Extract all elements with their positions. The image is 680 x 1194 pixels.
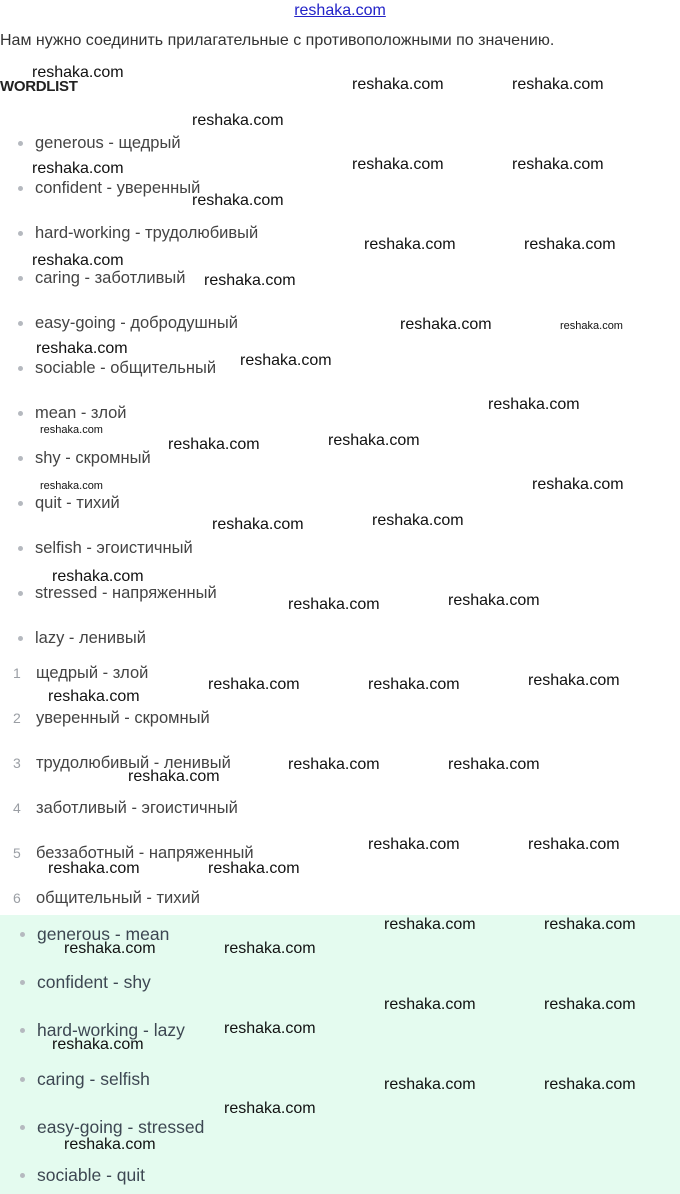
pair-number: 4 xyxy=(13,800,21,816)
watermark: reshaka.com xyxy=(560,320,623,332)
watermark: reshaka.com xyxy=(448,592,540,609)
watermark: reshaka.com xyxy=(512,76,604,93)
watermark: reshaka.com xyxy=(32,252,124,269)
bullet-icon xyxy=(18,411,23,416)
pair-number: 5 xyxy=(13,845,21,861)
list-item xyxy=(0,176,200,200)
list-item xyxy=(0,446,151,470)
intro-text: Нам нужно соединить прилагательные с противоположными по значению. xyxy=(0,32,555,49)
pair-item xyxy=(0,796,238,820)
watermark: reshaka.com xyxy=(52,568,144,585)
bullet-icon xyxy=(18,636,23,641)
watermark: reshaka.com xyxy=(372,512,464,529)
watermark: reshaka.com xyxy=(208,860,300,877)
watermark: reshaka.com xyxy=(384,1076,476,1093)
list-item-text: stressed - напряженный xyxy=(35,583,217,602)
list-item xyxy=(0,311,238,335)
watermark: reshaka.com xyxy=(528,836,620,853)
answer-text: confident - shy xyxy=(37,971,151,992)
watermark: reshaka.com xyxy=(224,940,316,957)
list-item xyxy=(0,626,146,650)
bullet-icon xyxy=(18,186,23,191)
watermark: reshaka.com xyxy=(208,676,300,693)
watermark: reshaka.com xyxy=(448,756,540,773)
bullet-icon xyxy=(18,276,23,281)
bullet-icon xyxy=(18,501,23,506)
watermark: reshaka.com xyxy=(288,756,380,773)
watermark: reshaka.com xyxy=(368,836,460,853)
list-item-text: generous - щедрый xyxy=(35,133,181,152)
bullet-icon xyxy=(18,231,23,236)
watermark: reshaka.com xyxy=(64,940,156,957)
bullet-icon xyxy=(18,366,23,371)
bullet-icon xyxy=(18,321,23,326)
bullet-icon xyxy=(20,932,25,937)
watermark: reshaka.com xyxy=(288,596,380,613)
watermark: reshaka.com xyxy=(40,480,103,492)
watermark: reshaka.com xyxy=(352,156,444,173)
list-item-text: confident - уверенный xyxy=(35,178,201,197)
pair-text: щедрый - злой xyxy=(36,663,149,682)
list-item-text: lazy - ленивый xyxy=(35,628,146,647)
watermark: reshaka.com xyxy=(64,1136,156,1153)
pair-number: 2 xyxy=(13,710,21,726)
watermark: reshaka.com xyxy=(524,236,616,253)
list-item xyxy=(0,221,258,245)
bullet-icon xyxy=(18,546,23,551)
answer-text: easy-going - stressed xyxy=(37,1116,205,1137)
answer-item xyxy=(0,1163,145,1187)
bullet-icon xyxy=(18,456,23,461)
list-item xyxy=(0,536,193,560)
list-item-text: sociable - общительный xyxy=(35,358,217,377)
answer-item xyxy=(0,970,151,994)
watermark: reshaka.com xyxy=(400,316,492,333)
list-item-text: mean - злой xyxy=(35,403,127,422)
watermark: reshaka.com xyxy=(528,672,620,689)
wordlist-title: WORDLIST xyxy=(0,78,78,95)
pair-text: уверенный - скромный xyxy=(36,708,210,727)
watermark: reshaka.com xyxy=(48,688,140,705)
watermark: reshaka.com xyxy=(240,352,332,369)
list-item xyxy=(0,356,216,380)
watermark: reshaka.com xyxy=(364,236,456,253)
list-item xyxy=(0,491,120,515)
watermark: reshaka.com xyxy=(512,156,604,173)
list-item-text: shy - скромный xyxy=(35,448,151,467)
pair-text: трудолюбивый - ленивый xyxy=(36,753,231,772)
watermark: reshaka.com xyxy=(192,112,284,129)
list-item-text: caring - заботливый xyxy=(35,268,186,287)
watermark: reshaka.com xyxy=(52,1036,144,1053)
watermark: reshaka.com xyxy=(36,340,128,357)
bullet-icon xyxy=(20,980,25,985)
watermark: reshaka.com xyxy=(224,1100,316,1117)
watermark: reshaka.com xyxy=(32,160,124,177)
bullet-icon xyxy=(20,1077,25,1082)
watermark: reshaka.com xyxy=(168,436,260,453)
list-item xyxy=(0,401,127,425)
bullet-icon xyxy=(20,1028,25,1033)
watermark: reshaka.com xyxy=(224,1020,316,1037)
list-item-text: quit - тихий xyxy=(35,493,120,512)
pair-item xyxy=(0,886,200,910)
watermark: reshaka.com xyxy=(384,916,476,933)
list-item-text: easy-going - добродушный xyxy=(35,313,238,332)
watermark: reshaka.com xyxy=(544,996,636,1013)
bullet-icon xyxy=(20,1173,25,1178)
list-item-text: hard-working - трудолюбивый xyxy=(35,223,259,242)
pair-item xyxy=(0,706,210,730)
watermark: reshaka.com xyxy=(488,396,580,413)
answer-item xyxy=(0,1067,150,1091)
watermark: reshaka.com xyxy=(128,768,220,785)
watermark: reshaka.com xyxy=(368,676,460,693)
list-item-text: selfish - эгоистичный xyxy=(35,538,193,557)
watermark: reshaka.com xyxy=(192,192,284,209)
watermark: reshaka.com xyxy=(48,860,140,877)
watermark: reshaka.com xyxy=(204,272,296,289)
watermark: reshaka.com xyxy=(328,432,420,449)
watermark: reshaka.com xyxy=(544,916,636,933)
watermark: reshaka.com xyxy=(384,996,476,1013)
watermark: reshaka.com xyxy=(32,64,124,81)
answer-text: caring - selfish xyxy=(37,1068,150,1089)
pair-text: заботливый - эгоистичный xyxy=(36,798,238,817)
pair-item xyxy=(0,661,148,685)
pair-text: общительный - тихий xyxy=(36,888,200,907)
watermark: reshaka.com xyxy=(532,476,624,493)
answer-text: sociable - quit xyxy=(37,1164,145,1185)
bullet-icon xyxy=(18,141,23,146)
bullet-icon xyxy=(20,1125,25,1130)
answer-text: generous - mean xyxy=(37,923,170,944)
answer-text: hard-working - lazy xyxy=(37,1019,185,1040)
pair-number: 6 xyxy=(13,890,21,906)
watermark: reshaka.com xyxy=(544,1076,636,1093)
pair-number: 3 xyxy=(13,755,21,771)
watermark: reshaka.com xyxy=(212,516,304,533)
watermark: reshaka.com xyxy=(40,424,103,436)
pair-text: беззаботный - напряженный xyxy=(36,843,254,862)
list-item xyxy=(0,131,181,155)
site-link[interactable]: reshaka.com xyxy=(294,2,386,19)
pair-number: 1 xyxy=(13,665,21,681)
bullet-icon xyxy=(18,591,23,596)
watermark: reshaka.com xyxy=(352,76,444,93)
